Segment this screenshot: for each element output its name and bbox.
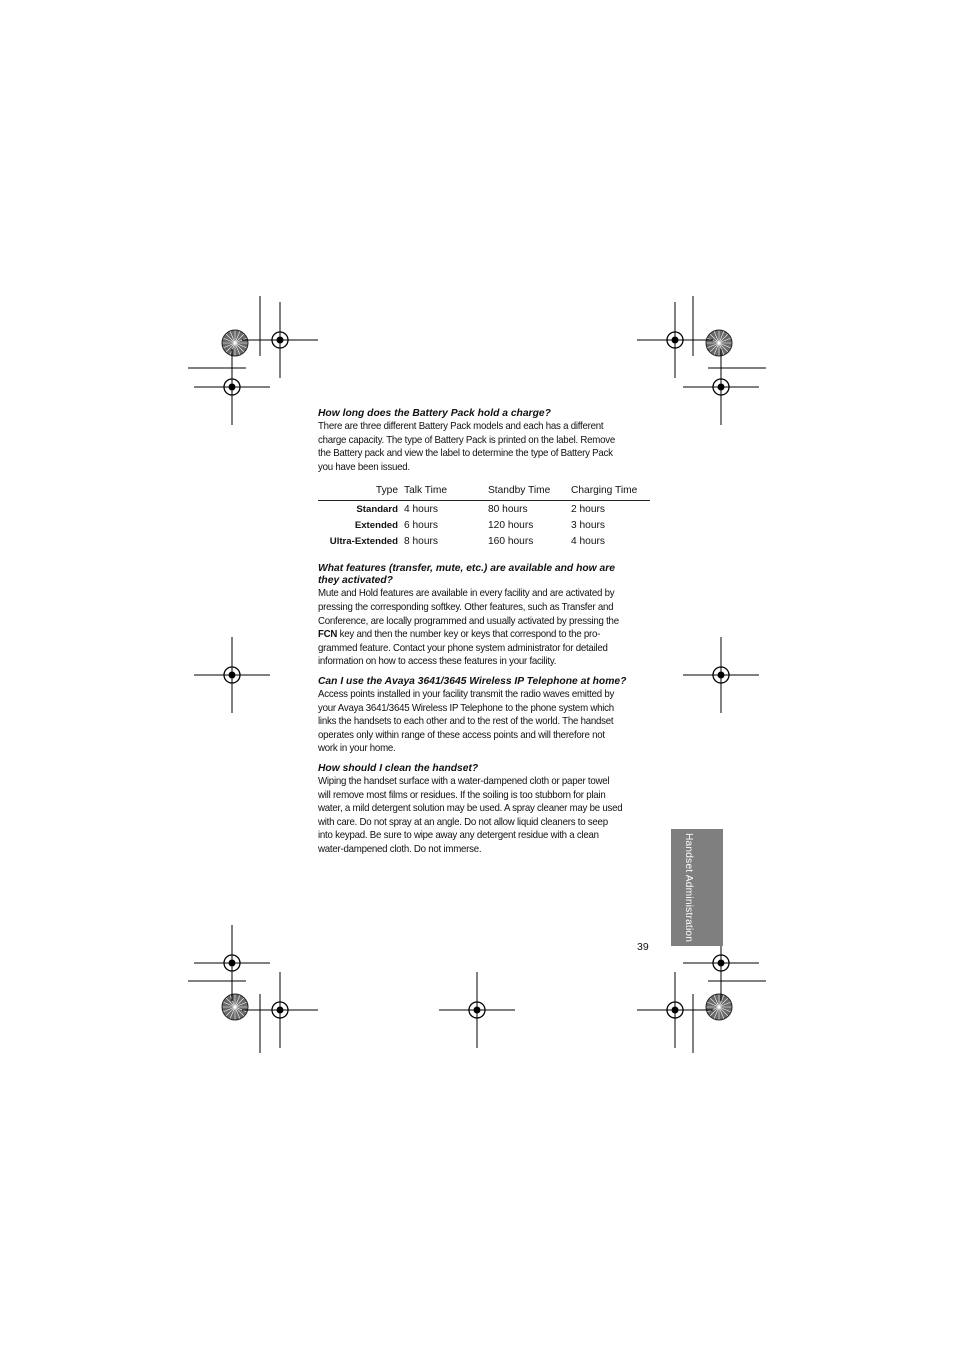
charging-time: 2 hours [571, 503, 605, 515]
table-row [318, 501, 650, 518]
standby-time: 120 hours [488, 519, 534, 531]
talk-time: 8 hours [404, 535, 438, 547]
battery-type: Standard [356, 503, 398, 515]
battery-type: Ultra-Extended [329, 535, 398, 547]
faq-clean-handset [318, 763, 651, 857]
header-standby-time: Standby Time [488, 484, 571, 501]
section-side-tab [671, 829, 723, 946]
faq-question: How should I clean the handset? [318, 762, 479, 774]
standby-time: 80 hours [488, 503, 528, 515]
faq-answer: Mute and Hold features are available in every facility and are activated by pressing the corresponding softkey. Other features, such as Transfer and Conference, are locally programmed and usually activated by pressing the FCN key and then the number key or keys that correspond to the pro- grammed feature. Contact your phone system administrator for detailed information on how to access these features in your facility. [318, 588, 619, 668]
table-row [318, 533, 650, 549]
faq-features [318, 563, 651, 669]
charging-time: 3 hours [571, 519, 605, 531]
battery-type: Extended [354, 519, 398, 531]
charging-time: 4 hours [571, 535, 605, 547]
talk-time: 6 hours [404, 519, 438, 531]
faq-answer: There are three different Battery Pack models and each has a different charge capacity. The type of Battery Pack is printed on the label. Remove the Battery pack and view the label to determine the type of Battery Pack you have been issued. [318, 421, 616, 473]
faq-question: Can I use the Avaya 3641/3645 Wireless IP Telephone at home? [318, 675, 627, 687]
faq-question: What features (transfer, mute, etc.) are available and how are they activated? [318, 563, 615, 587]
faq-answer: Access points installed in your facility transmit the radio waves emitted by your Avaya 3641/3645 Wireless IP Telephone to the phone system which links the handsets to each other and to the rest of the world. The handset operates only within range of these access points and will therefore not work in your home. [318, 688, 615, 755]
battery-table [318, 484, 650, 549]
talk-time: 4 hours [404, 503, 438, 515]
page-number: 39 [637, 941, 649, 953]
section-tab-label: Handset Administration [683, 833, 694, 943]
header-charging-time: Charging Time [571, 484, 650, 501]
faq-use-at-home [318, 676, 651, 756]
standby-time: 160 hours [488, 535, 534, 547]
fcn-key-label: FCN [318, 629, 338, 641]
faq-battery-charge [318, 408, 651, 474]
faq-answer: Wiping the handset surface with a water-dampened cloth or paper towel will remove most films or residues. If the soiling is too stubborn for plain water, a mild detergent solution may be used. A spray cleaner may be used with care. Do not spray at an angle. Do not allow liquid cleaners to seep into keypad. Be sure to wipe away any detergent residue with a clean water-dampened cloth. Do not immerse. [318, 775, 623, 855]
page-content [318, 408, 651, 863]
header-talk-time: Talk Time [404, 484, 488, 501]
header-type: Type [318, 484, 404, 501]
faq-question: How long does the Battery Pack hold a charge? [318, 408, 551, 419]
table-header-row [318, 484, 650, 501]
table-row [318, 517, 650, 533]
